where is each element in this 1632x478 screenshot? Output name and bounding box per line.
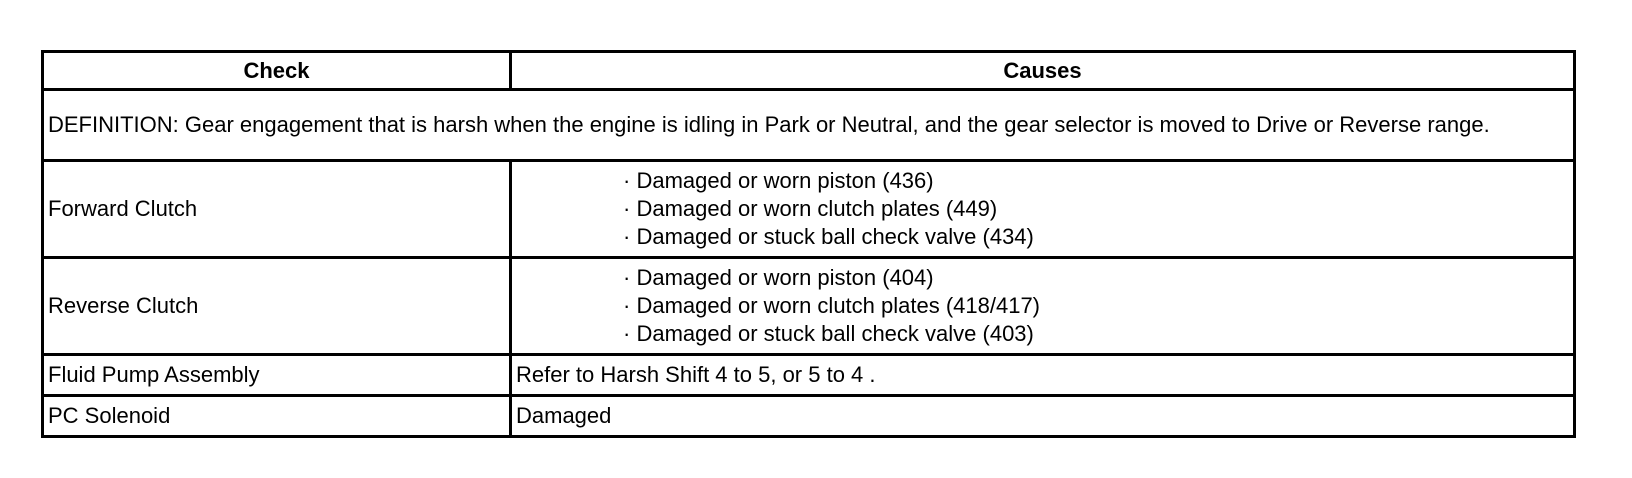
causes-cell	[511, 258, 1575, 355]
causes-cell: Damaged	[511, 396, 1575, 437]
causes-cell	[511, 161, 1575, 258]
table-row	[43, 396, 1575, 437]
table-row	[43, 161, 1575, 258]
cause-item: · Damaged or worn clutch plates (449)	[623, 195, 1569, 223]
header-row	[43, 52, 1575, 90]
cause-item: · Damaged or worn piston (404)	[623, 264, 1569, 292]
causes-cell: Refer to Harsh Shift 4 to 5, or 5 to 4 .	[511, 355, 1575, 396]
check-cell: PC Solenoid	[43, 396, 511, 437]
definition-row	[43, 90, 1575, 161]
check-cell: Reverse Clutch	[43, 258, 511, 355]
cause-item: · Damaged or stuck ball check valve (434)	[623, 223, 1569, 251]
check-cell: Fluid Pump Assembly	[43, 355, 511, 396]
check-column-header: Check	[43, 52, 511, 90]
causes-list	[516, 264, 1569, 348]
check-cell: Forward Clutch	[43, 161, 511, 258]
diagnostic-table	[41, 50, 1576, 438]
causes-column-header: Causes	[511, 52, 1575, 90]
table-row	[43, 355, 1575, 396]
table-row	[43, 258, 1575, 355]
cause-item: · Damaged or worn piston (436)	[623, 167, 1569, 195]
cause-item: · Damaged or worn clutch plates (418/417)	[623, 292, 1569, 320]
causes-list	[516, 167, 1569, 251]
cause-item: · Damaged or stuck ball check valve (403)	[623, 320, 1569, 348]
definition-text: DEFINITION: Gear engagement that is harsh when the engine is idling in Park or Neutral, and the gear selector is moved to Drive or Reverse range.	[43, 90, 1575, 161]
